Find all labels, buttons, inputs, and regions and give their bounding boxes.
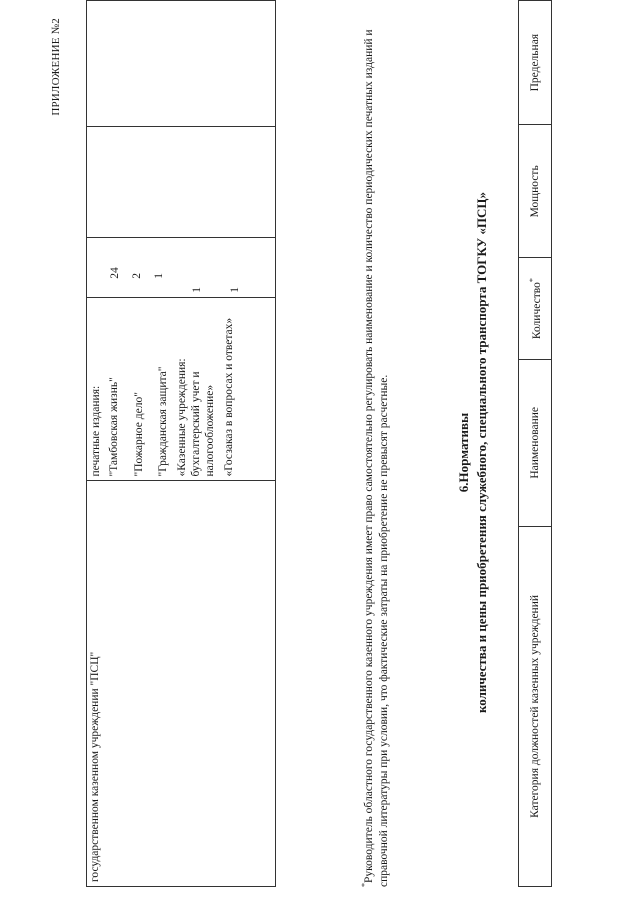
empty-cell (87, 126, 276, 237)
publication-name: "Пожарное дело" (132, 392, 145, 477)
footnote-text: Руководитель областного государственного казенного учреждения имеет право самостоятельно регулировать наименование и количество периодических печатных изданий и справочной литературы при условии, что фактические затраты на приобретение не превысят расчетные. (362, 29, 391, 887)
quantity-value: 1 (229, 287, 241, 293)
category-cell (87, 481, 276, 887)
publication-name: "Гражданская защита" (157, 366, 170, 477)
table-header-row (519, 1, 552, 887)
header-power: Мощность (519, 125, 552, 258)
transport-table (518, 0, 552, 887)
section-subtitle: количества и цены приобретения служебного, специального транспорта ТОГКУ «ПСЦ» (473, 191, 489, 714)
quantity-value: 1 (153, 273, 165, 279)
category-text: государственном казенном учреждении "ПСЦ" (89, 651, 101, 882)
publication-name: «Казенные учреждения: бухгалтерский учет и налогообложение» (175, 358, 217, 477)
header-name: Наименование (519, 359, 552, 526)
empty-cell (87, 1, 276, 127)
header-category: Категория должностей казенных учреждений (519, 526, 552, 886)
publications-table (86, 0, 276, 887)
header-limit: Предельная (519, 1, 552, 125)
publications-header: печатные издания: (90, 385, 102, 477)
quantity-value: 2 (131, 273, 143, 279)
quantity-footnote-mark: * (527, 278, 537, 283)
table-row (87, 1, 276, 887)
quantity-value: 24 (109, 267, 121, 279)
publications-cell (87, 297, 276, 481)
section-title (455, 0, 490, 905)
publication-name: "Тамбовская жизнь" (108, 377, 121, 477)
quantity-value: 1 (191, 287, 203, 293)
appendix-label: ПРИЛОЖЕНИЕ №2 (50, 18, 62, 116)
header-quantity: Количество* (519, 258, 552, 359)
publication-name: «Госзаказ в вопросах и ответах» (222, 317, 235, 477)
section-number-title: 6.Нормативы (456, 412, 471, 493)
footnote-mark: * (360, 883, 369, 887)
footnote (360, 17, 393, 887)
quantity-cell (87, 237, 276, 297)
